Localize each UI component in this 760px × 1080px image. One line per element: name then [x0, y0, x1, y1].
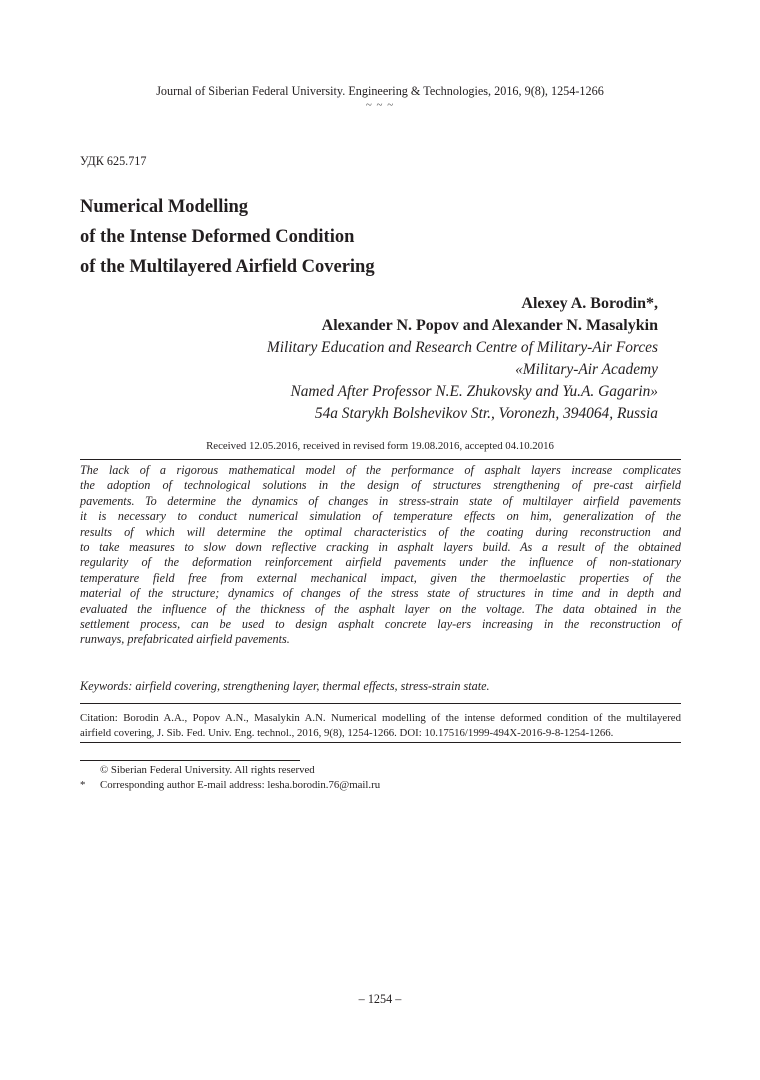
journal-header: Journal of Siberian Federal University. Engineering & Technologies, 2016, 9(8), 1254-1266	[156, 84, 604, 98]
paper-title	[80, 192, 375, 282]
copyright-footnote	[80, 763, 380, 778]
abstract-line: the adoption of technological solutions in the design of structures strengthening of pre-cast airfield	[80, 478, 681, 493]
abstract-line: temperature field free from external mechanical impact, given the thermoelastic properties of the	[80, 570, 681, 585]
citation	[80, 711, 681, 740]
citation-line: airfield covering, J. Sib. Fed. Univ. Eng. technol., 2016, 9(8), 1254-1266. DOI: 10.17516/1999-494X-2016-9-8-1254-1266.	[80, 726, 614, 739]
abstract-line: evaluated the influence of the thickness of the asphalt layer on the voltage. The data obtained in the	[80, 601, 681, 616]
author-line: Alexander N. Popov and Alexander N. Masalykin	[321, 317, 658, 334]
affiliation	[267, 337, 658, 425]
abstract-line: runways, prefabricated airfield pavements.	[80, 632, 290, 647]
abstract-line: to take measures to slow down reflective cracking in asphalt layers build. As a result of the obtained	[80, 540, 681, 555]
abstract-line: material of the structure; dynamics of changes of the stress state of structures in time and in depth and	[80, 586, 681, 601]
abstract-line: pavements. To determine the dynamics of changes in stress-strain state of multilayer airfield pavements	[80, 493, 681, 508]
abstract-line: it is necessary to conduct numerical simulation of temperature effects on him, generalization of the	[80, 509, 681, 524]
keywords: Keywords: airfield covering, strengthening layer, thermal effects, stress-strain state.	[80, 679, 490, 693]
corresponding-footnote	[80, 778, 380, 793]
abstract-line: regularity of the deformation reinforcement airfield pavements under the influence of non-stationary	[80, 555, 681, 570]
corresponding-author-text: Corresponding author E-mail address: lesha.borodin.76@mail.ru	[100, 779, 381, 791]
affiliation-line: Named After Professor N.E. Zhukovsky and Yu.A. Gagarin»	[290, 383, 658, 400]
footnote-rule	[80, 760, 300, 761]
author-list	[322, 293, 658, 337]
footnotes	[80, 763, 380, 793]
affiliation-line: «Military-Air Academy	[515, 361, 658, 378]
title-line: Numerical Modelling	[80, 197, 249, 217]
abstract	[80, 463, 681, 648]
citation-line: Citation: Borodin A.A., Popov A.N., Masalykin A.N. Numerical modelling of the intense deformed condition of the multilayered	[80, 712, 681, 724]
abstract-top-rule	[80, 459, 681, 460]
citation-bottom-rule	[80, 742, 681, 743]
title-line: of the Multilayered Airfield Covering	[80, 257, 375, 277]
author-line: Alexey A. Borodin*,	[521, 295, 658, 312]
citation-top-rule	[80, 703, 681, 704]
affiliation-line: Military Education and Research Centre of Military-Air Forces	[266, 339, 658, 356]
abstract-line: settlement process, can be used to design asphalt concrete lay-ers increasing in the reconstruction of	[80, 617, 681, 632]
abstract-line: results of which will determine the optimal characteristics of the coating during reconstruction and	[80, 524, 681, 539]
title-line: of the Intense Deformed Condition	[80, 227, 355, 247]
footnote-mark: *	[80, 779, 86, 791]
received-dates: Received 12.05.2016, received in revised form 19.08.2016, accepted 04.10.2016	[206, 440, 554, 452]
copyright-text: © Siberian Federal University. All rights reserved	[100, 764, 315, 776]
affiliation-line: 54a Starykh Bolshevikov Str., Voronezh, 394064, Russia	[314, 405, 658, 422]
udk-code: УДК 625.717	[80, 154, 147, 168]
page-number: – 1254 –	[358, 992, 402, 1006]
abstract-line: The lack of a rigorous mathematical model of the performance of asphalt layers increase complicates	[80, 463, 681, 477]
header-separator: ~ ~ ~	[365, 99, 395, 111]
